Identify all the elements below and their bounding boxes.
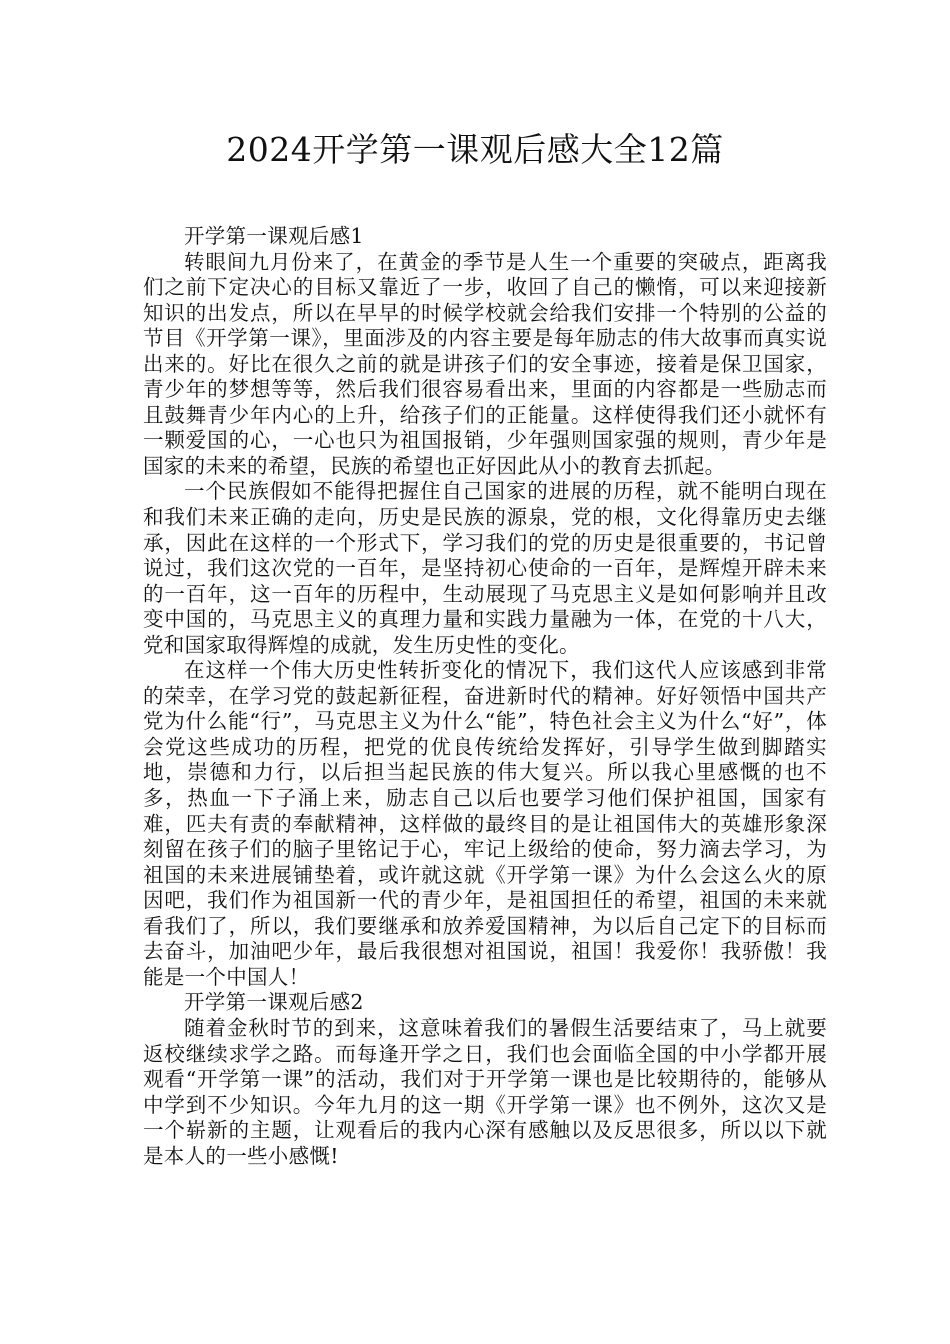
paragraph: 在这样一个伟大历史性转折变化的情况下，我们这代人应该感到非常的荣幸，在学习党的鼓起新征程，奋进新时代的精神。好好领悟中国共产党为什么能“行”，马克思主义为什么“能”，特色社会主义为什么“好”，体会党这些成功的历程，把党的优良传统给发挥好，引导学生做到脚踏实地，崇德和力行，以后担当起民族的伟大复兴。所以我心里感慨的也不多，热血一下子涌上来，励志自己以后也要学习他们保护祖国，国家有难，匹夫有责的奉献精神，这样做的最终目的是让祖国伟大的英雄形象深刻留在孩子们的脑子里铭记于心，牢记上级给的使命，努力滴去学习，为祖国的未来进展铺垫着，或许就这就《开学第一课》为什么会这么火的原因吧，我们作为祖国新一代的青少年，是祖国担任的希望，祖国的未来就看我们了，所以，我们要继承和放养爱国精神，为以后自己定下的目标而去奋斗，加油吧少年，最后我很想对祖国说，祖国！我爱你！我骄傲！我能是一个中国人！ — [143, 658, 827, 989]
section-heading: 开学第一课观后感2 — [184, 990, 364, 1015]
document-title: 2024开学第一课观后感大全12篇 — [226, 130, 724, 169]
document-body — [143, 224, 827, 1169]
paragraph: 一个民族假如不能得把握住自己国家的进展的历程，就不能明白现在和我们未来正确的走向，历史是民族的源泉，党的根，文化得靠历史去继承，因此在这样的一个形式下，学习我们的党的历史是很重要的，书记曾说过，我们这次党的一百年，是坚持初心使命的一百年，是辉煌开辟未来的一百年，这一百年的历程中，生动展现了马克思主义是如何影响并且改变中国的，马克思主义的真理力量和实践力量融为一体，在党的十八大，党和国家取得辉煌的成就，发生历史性的变化。 — [143, 479, 827, 657]
paragraph: 随着金秋时节的到来，这意味着我们的暑假生活要结束了，马上就要返校继续求学之路。而每逢开学之日，我们也会面临全国的中小学都开展观看“开学第一课”的活动，我们对于开学第一课也是比较期待的，能够从中学到不少知识。今年九月的这一期《开学第一课》也不例外，这次又是一个崭新的主题，让观看后的我内心深有感触以及反思很多，所以以下就是本人的一些小感慨! — [143, 1015, 827, 1168]
section-heading: 开学第一课观后感1 — [184, 224, 364, 248]
paragraph: 转眼间九月份来了，在黄金的季节是人生一个重要的突破点，距离我们之前下定决心的目标又靠近了一步，收回了自己的懒惰，可以来迎接新知识的出发点，所以在早早的时候学校就会给我们安排一个特别的公益的节目《开学第一课》，里面涉及的内容主要是每年励志的伟大故事而真实说出来的。好比在很久之前的就是讲孩子们的安全事迹，接着是保卫国家，青少年的梦想等等，然后我们很容易看出来，里面的内容都是一些励志而且鼓舞青少年内心的上升，给孩子们的正能量。这样使得我们还小就怀有一颗爱国的心，一心也只为祖国报销，少年强则国家强的规则，青少年是国家的未来的希望，民族的希望也正好因此从小的教育去抓起。 — [143, 249, 827, 478]
